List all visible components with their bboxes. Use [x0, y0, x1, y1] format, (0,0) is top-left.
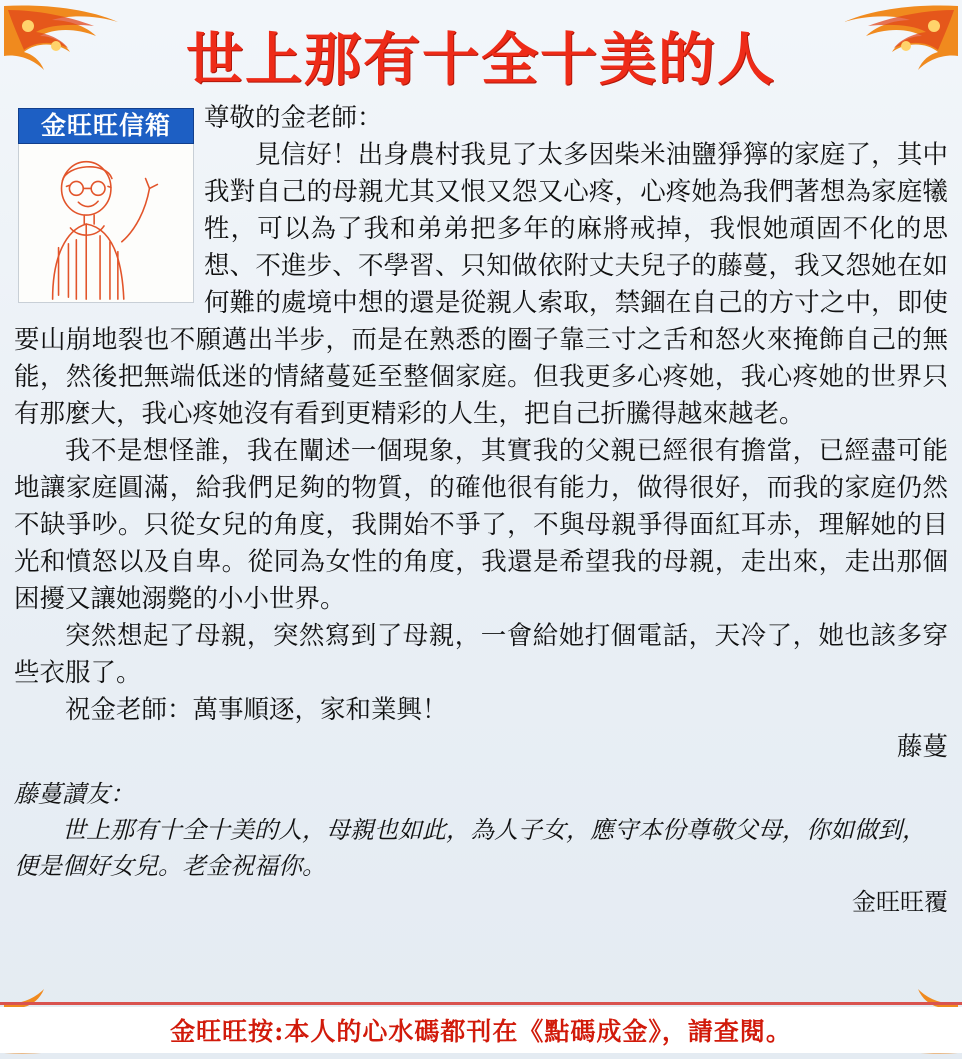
columnist-portrait-illustration-icon [18, 144, 194, 303]
page-title: 世上那有十全十美的人 [186, 26, 776, 93]
section-divider [14, 766, 948, 776]
reply-salutation: 藤蔓讀友： [14, 780, 134, 808]
column-banner-label: 金旺旺信箱 [18, 108, 194, 144]
letter-paragraph: 突然想起了母親，突然寫到了母親，一會給她打個電話，天冷了，她也該多穿些衣服了。 [14, 621, 948, 688]
letter-salutation: 尊敬的金老師： [204, 103, 383, 133]
reply-body: 世上那有十全十美的人，母親也如此，為人子女，應守本份尊敬父母，你如做到，便是個好女兒。老金祝福你。 [14, 816, 926, 880]
reply-signature: 金旺旺覆 [852, 888, 948, 916]
letter-paragraph: 見信好！出身農村我見了太多因柴米油鹽猙獰的家庭了，其中我對自己的母親尤其又恨又怨又心疼，心疼她為我們著想為家庭犧牲，可以為了我和弟弟把多年的麻將戒掉，我恨她頑固不化的思想、不進步、不學習、只知做依附丈夫兒子的藤蔓，我又怨她在如何難的處境中想的還是從親人索取，禁錮在自己的方寸之中，即使要山崩地裂也不願邁出半步，而是在熟悉的圈子靠三寸之舌和怒火來掩飾自己的無能，然後把無端低迷的情緒蔓延至整個家庭。但我更多心疼她，我心疼她的世界只有那麼大，我心疼她沒有看到更精彩的人生，把自己折騰得越來越老。 [14, 140, 948, 429]
footer-divider [0, 1002, 962, 1005]
footer-note-bar [0, 1007, 962, 1053]
article-body [14, 100, 948, 997]
letter-paragraph: 祝金老師：萬事順逐，家和業興！ [65, 695, 448, 725]
letter-signature: 藤蔓 [896, 732, 948, 762]
editor-reply [14, 776, 948, 920]
footer-note: 金旺旺按:本人的心水碼都刊在《點碼成金》，請查閱。 [170, 1017, 792, 1046]
letter-paragraph: 我不是想怪誰，我在闡述一個現象，其實我的父親已經很有擔當，已經盡可能地讓家庭圓滿，給我們足夠的物質，的確他很有能力，做得很好，而我的家庭仍然不缺爭吵。只從女兒的角度，我開始不爭了，不與母親爭得面紅耳赤，理解她的目光和憤怒以及自卑。從同為女性的角度，我還是希望我的母親，走出來，走出那個困擾又讓她溺斃的小小世界。 [14, 436, 948, 614]
columnist-portrait [18, 108, 194, 303]
